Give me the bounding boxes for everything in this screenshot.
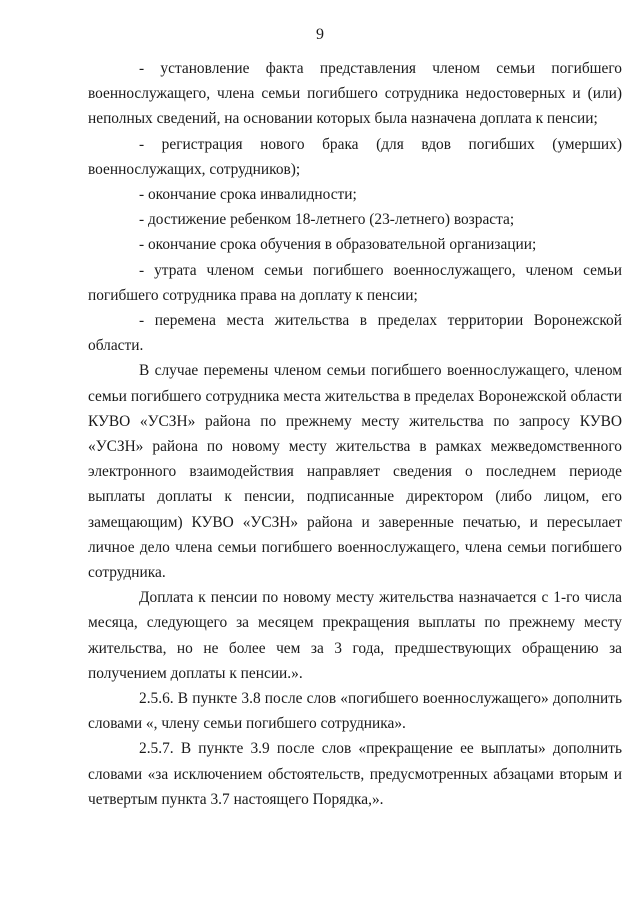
paragraph: - достижение ребенком 18-летнего (23-летнего) возраста; bbox=[139, 211, 515, 229]
paragraph: 2.5.6. В пункте 3.8 после слов «погибшего военнослужащего» дополнить словами «, члену семьи погибшего сотрудника». bbox=[88, 690, 622, 733]
paragraph: Доплата к пенсии по новому месту жительства назначается с 1-го числа месяца, следующего за месяцем прекращения выплаты по прежнему месту жительства, но не более чем за 3 года, предшествующих обращению за получением доплаты к пенсии.». bbox=[88, 589, 622, 682]
paragraph: - окончание срока инвалидности; bbox=[139, 186, 357, 204]
paragraph: - окончание срока обучения в образовательной организации; bbox=[139, 236, 537, 254]
paragraph: - установление факта представления членом семьи погибшего военнослужащего, члена семьи погибшего сотрудника недостоверных и (или) неполных сведений, на основании которых была назначена доплата к пенсии; bbox=[88, 60, 622, 128]
page-number: 9 bbox=[316, 26, 324, 43]
document-body bbox=[88, 56, 622, 812]
paragraph: - перемена места жительства в пределах территории Воронежской области. bbox=[88, 312, 622, 355]
paragraph: 2.5.7. В пункте 3.9 после слов «прекращение ее выплаты» дополнить словами «за исключением обстоятельств, предусмотренных абзацами вторым и четвертым пункта 3.7 настоящего Порядка,». bbox=[88, 740, 622, 808]
paragraph: - утрата членом семьи погибшего военнослужащего, членом семьи погибшего сотрудника права на доплату к пенсии; bbox=[88, 261, 622, 304]
paragraph: - регистрация нового брака (для вдов погибших (умерших) военнослужащих, сотрудников); bbox=[88, 135, 622, 178]
paragraph: В случае перемены членом семьи погибшего военнослужащего, членом семьи погибшего сотрудника места жительства в пределах Воронежской области КУВО «УСЗН» района по прежнему месту жительства по запросу КУВО «УСЗН» района по новому месту жительства в рамках межведомственного электронного взаимодействия направляет сведения о последнем периоде выплаты доплаты к пенсии, подписанные директором (либо лицом, его замещающим) КУВО «УСЗН» района и заверенные печатью, и пересылает личное дело члена семьи погибшего военнослужащего, члена семьи погибшего сотрудника. bbox=[88, 362, 622, 582]
